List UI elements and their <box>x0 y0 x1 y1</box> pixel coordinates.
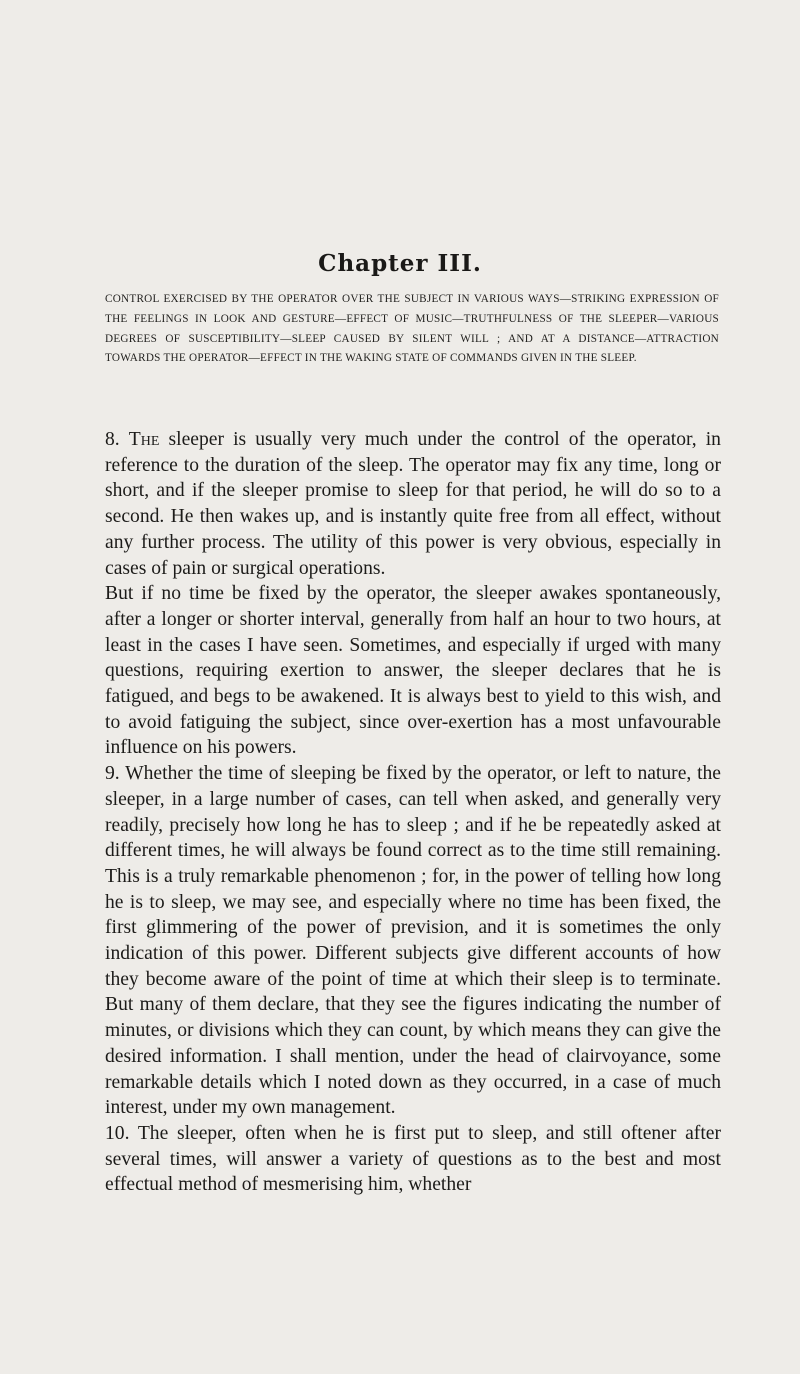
paragraph-text: sleeper is usually very much under the control of the operator, in reference to the duration of the sleep. The operator may fix any time, long or short, and if the sleeper promise to sleep for that period, he will do so to a second. He then wakes up, and is instantly quite free from all effect, without any further process. The utility of this power is very obvious, especially in cases of pain or surgical operations. <box>105 429 721 579</box>
paragraph-number: 10. <box>105 1122 130 1144</box>
paragraph-9 <box>105 761 721 1121</box>
paragraph-8 <box>105 427 721 581</box>
paragraph-8-continued <box>105 581 721 761</box>
paragraph-number: 8. <box>105 429 120 450</box>
body-text <box>105 427 721 1198</box>
paragraph-text: The sleeper, often when he is first put to sleep, and still oftener after several times, will answer a variety of questions as to the best and most effectual method of mesmerising him, whether <box>105 1122 721 1196</box>
paragraph-text: But if no time be fixed by the operator, the sleeper awakes spontaneously, after a longer or shorter interval, generally from half an hour to two hours, at least in the cases I have seen. Sometimes, and especially if urged with many questions, requiring exertion to answer, the sleeper declares that he is fatigued, and begs to be awakened. It is always best to yield to this wish, and to avoid fatiguing the subject, since over-exertion has a most unfavourable influence on his powers. <box>105 583 721 759</box>
paragraph-text: Whether the time of sleeping be fixed by the operator, or left to nature, the sleeper, in a large number of cases, can tell when asked, and generally very readily, precisely how long he has to sleep ; and if he be repeatedly asked at different times, he will always be found correct as to the time still remaining. This is a truly remarkable phenomenon ; for, in the power of telling how long he is to sleep, we may see, and especially where no time has been fixed, the first glimmering of the power of prevision, and it is sometimes the only indication of this power. Different subjects give different accounts of how they become aware of the point of time at which their sleep is to terminate. But many of them declare, that they see the figures indicating the number of minutes, or divisions which they can count, by which means they can give the desired information. I shall mention, under the head of clairvoyance, some remarkable details which I noted down as they occurred, in a case of much interest, under my own management. <box>105 763 722 1119</box>
paragraph-number: 9. <box>105 763 120 785</box>
chapter-summary: CONTROL EXERCISED BY THE OPERATOR OVER THE SUBJECT IN VARIOUS WAYS—STRIKING EXPRESSION OF THE FEELINGS IN LOOK AND GESTURE—EFFECT OF MUSIC—TRUTHFULNESS OF THE SLEEPER—VARIOUS DEGREES OF SUSCEPTIBILITY—SLEEP CAUSED BY SILENT WILL ; AND AT A DISTANCE—ATTRACTION TOWARDS THE OPERATOR—EFFECT IN THE WAKING STATE OF COMMANDS GIVEN IN THE SLEEP. <box>105 293 719 365</box>
chapter-heading: Chapter III. <box>318 250 482 277</box>
paragraph-lead: The <box>128 429 160 450</box>
paragraph-10 <box>105 1121 721 1198</box>
